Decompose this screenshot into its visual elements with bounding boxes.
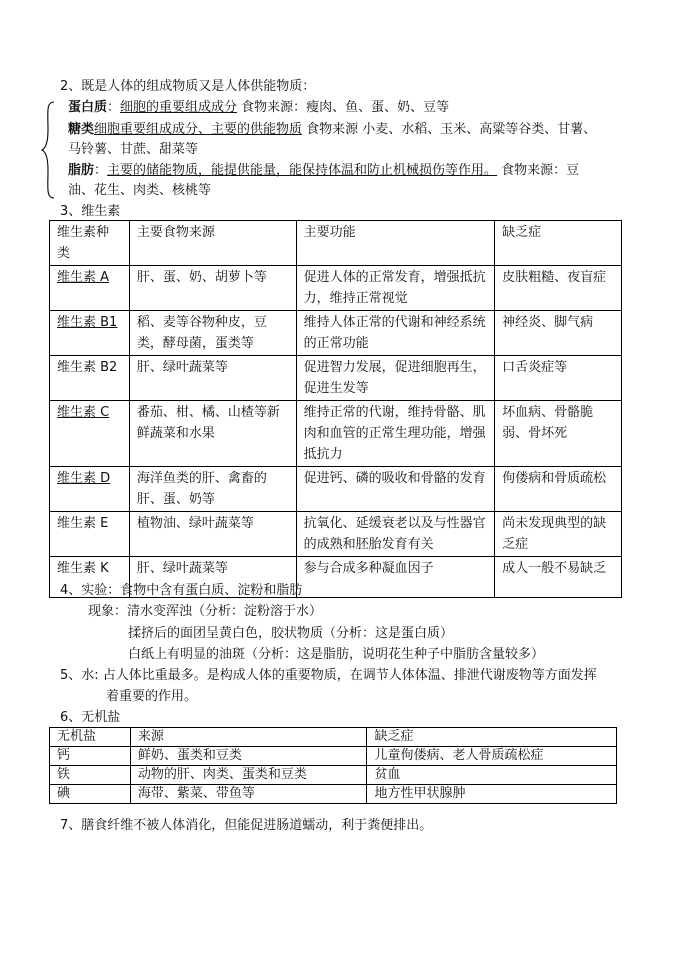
vitamin-name: 维生素 C bbox=[50, 401, 130, 467]
observation-3: 白纸上有明显的油斑（分析：这是脂肪，说明花生种子中脂肪含量较多） bbox=[128, 647, 545, 662]
header-cell: 来源 bbox=[130, 728, 367, 747]
header-cell: 缺乏症 bbox=[367, 728, 617, 747]
vitamin-function: 维持人体正常的代谢和神经系统的正常功能 bbox=[296, 311, 495, 356]
mineral-source: 动物的肝、肉类、蛋类和豆类 bbox=[130, 766, 367, 785]
mineral-deficiency: 地方性甲状腺肿 bbox=[367, 785, 617, 804]
mineral-deficiency: 贫血 bbox=[367, 766, 617, 785]
vitamin-source: 海洋鱼类的肝、禽畜的肝、蛋、奶等 bbox=[129, 467, 296, 512]
vitamin-source: 番茄、柑、橘、山楂等新鲜蔬菜和水果 bbox=[129, 401, 296, 467]
table-row bbox=[50, 766, 617, 785]
protein-label: 蛋白质 bbox=[68, 100, 108, 115]
vitamin-deficiency: 神经炎、脚气病 bbox=[495, 311, 622, 356]
header-cell: 维生素种类 bbox=[50, 221, 130, 266]
mineral-source: 鲜奶、蛋类和豆类 bbox=[130, 747, 367, 766]
vitamin-name: 维生素 E bbox=[50, 512, 130, 557]
vitamin-deficiency: 尚未发现典型的缺乏症 bbox=[495, 512, 622, 557]
observation-1: 现象：清水变浑浊（分析：淀粉溶于水） bbox=[88, 604, 323, 619]
observation-2: 揉挤后的面团呈黄白色，胶状物质（分析：这是蛋白质） bbox=[128, 626, 454, 641]
mineral-source: 海带、紫菜、带鱼等 bbox=[130, 785, 367, 804]
fat-label: 脂肪 bbox=[68, 163, 95, 178]
mineral-deficiency: 儿童佝偻病、老人骨质疏松症 bbox=[367, 747, 617, 766]
mineral-name: 碘 bbox=[50, 785, 131, 804]
section-6-heading: 6、无机盐 bbox=[60, 710, 121, 725]
vitamin-function: 促进智力发展，促进细胞再生，促进生发等 bbox=[296, 356, 495, 401]
vitamin-function: 抗氧化、延缓衰老以及与性器官的成熟和胚胎发育有关 bbox=[296, 512, 495, 557]
table-row bbox=[50, 747, 617, 766]
vitamin-deficiency: 成人一般不易缺乏 bbox=[495, 557, 622, 598]
table-row bbox=[50, 785, 617, 804]
vitamin-source: 肝、绿叶蔬菜等 bbox=[129, 557, 296, 598]
carb-food: 食物来源 小麦、水稻、玉米、高粱等谷类、甘薯、 bbox=[302, 122, 597, 137]
fat-food: 食物来源：豆 bbox=[497, 163, 580, 178]
vitamin-name: 维生素 A bbox=[50, 266, 130, 311]
mineral-table bbox=[49, 727, 617, 804]
protein-line: 蛋白质：细胞的重要组成成分 食物来源：瘦肉、鱼、蛋、奶、豆等 bbox=[68, 100, 450, 115]
vitamin-source: 植物油、绿叶蔬菜等 bbox=[129, 512, 296, 557]
section-2-heading: 2、既是人体的组成物质又是人体供能物质： bbox=[60, 79, 316, 94]
header-cell: 主要功能 bbox=[296, 221, 495, 266]
table-row bbox=[50, 401, 622, 467]
curly-brace-icon bbox=[40, 100, 56, 200]
protein-food: 食物来源：瘦肉、鱼、蛋、奶、豆等 bbox=[237, 100, 450, 115]
table-row bbox=[50, 512, 622, 557]
mineral-name: 铁 bbox=[50, 766, 131, 785]
vitamin-deficiency: 皮肤粗糙、夜盲症 bbox=[495, 266, 622, 311]
vitamin-name: 维生素 B2 bbox=[50, 356, 130, 401]
protein-role: 细胞的重要组成成分 bbox=[120, 100, 238, 115]
vitamin-source: 稻、麦等谷物种皮，豆类，酵母菌，蛋类等 bbox=[129, 311, 296, 356]
vitamin-deficiency: 口舌炎症等 bbox=[495, 356, 622, 401]
vitamin-function: 促进钙、磷的吸收和骨骼的发育 bbox=[296, 467, 495, 512]
vitamin-function: 维持正常的代谢，维持骨骼、肌肉和血管的正常生理功能，增强抵抗力 bbox=[296, 401, 495, 467]
fat-role: 主要的储能物质，能提供能量，能保持体温和防止机械损伤等作用。 bbox=[107, 163, 498, 178]
vitamin-name: 维生素 D bbox=[50, 467, 130, 512]
table-row bbox=[50, 311, 622, 356]
carb-label: 糖类 bbox=[68, 122, 95, 137]
vitamin-function: 促进人体的正常发育，增强抵抗力，维持正常视觉 bbox=[296, 266, 495, 311]
header-cell: 缺乏症 bbox=[495, 221, 622, 266]
vitamin-function: 参与合成多种凝血因子 bbox=[296, 557, 495, 598]
mineral-name: 钙 bbox=[50, 747, 131, 766]
section-4-heading: 4、实验：食物中含有蛋白质、淀粉和脂肪 bbox=[60, 583, 303, 598]
vitamin-source: 肝、绿叶蔬菜等 bbox=[129, 356, 296, 401]
carb-role: 细胞重要组成成分、主要的供能物质 bbox=[94, 122, 303, 137]
section-7-line: 7、膳食纤维不被人体消化，但能促进肠道蠕动，利于粪便排出。 bbox=[60, 818, 433, 833]
fat-line: 脂肪：主要的储能物质，能提供能量，能保持体温和防止机械损伤等作用。 食物来源：豆 bbox=[68, 163, 580, 178]
table-row bbox=[50, 356, 622, 401]
header-cell: 主要食物来源 bbox=[129, 221, 296, 266]
vitamin-table bbox=[49, 220, 622, 598]
section-5-line-1: 5、水: 占人体比重最多。是构成人体的重要物质，在调节人体体温、排泄代谢废物等方面发挥 bbox=[60, 668, 597, 683]
vitamin-name: 维生素 B1 bbox=[50, 311, 130, 356]
header-cell: 无机盐 bbox=[50, 728, 131, 747]
vitamin-deficiency: 佝偻病和骨质疏松 bbox=[495, 467, 622, 512]
vitamin-deficiency: 坏血病、骨骼脆弱、骨坏死 bbox=[495, 401, 622, 467]
section-3-heading: 3、维生素 bbox=[60, 204, 121, 219]
carb-food-continued: 马铃薯、甘蔗、甜菜等 bbox=[68, 142, 199, 157]
table-row bbox=[50, 266, 622, 311]
carb-line bbox=[68, 119, 596, 140]
table-row bbox=[50, 467, 622, 512]
vitamin-name: 维生素 K bbox=[50, 557, 130, 598]
section-5-line-2: 着重要的作用。 bbox=[106, 689, 198, 704]
table-header-row bbox=[50, 728, 617, 747]
fat-food-continued: 油、花生、肉类、核桃等 bbox=[68, 183, 212, 198]
vitamin-source: 肝、蛋、奶、胡萝卜等 bbox=[129, 266, 296, 311]
table-header-row bbox=[50, 221, 622, 266]
